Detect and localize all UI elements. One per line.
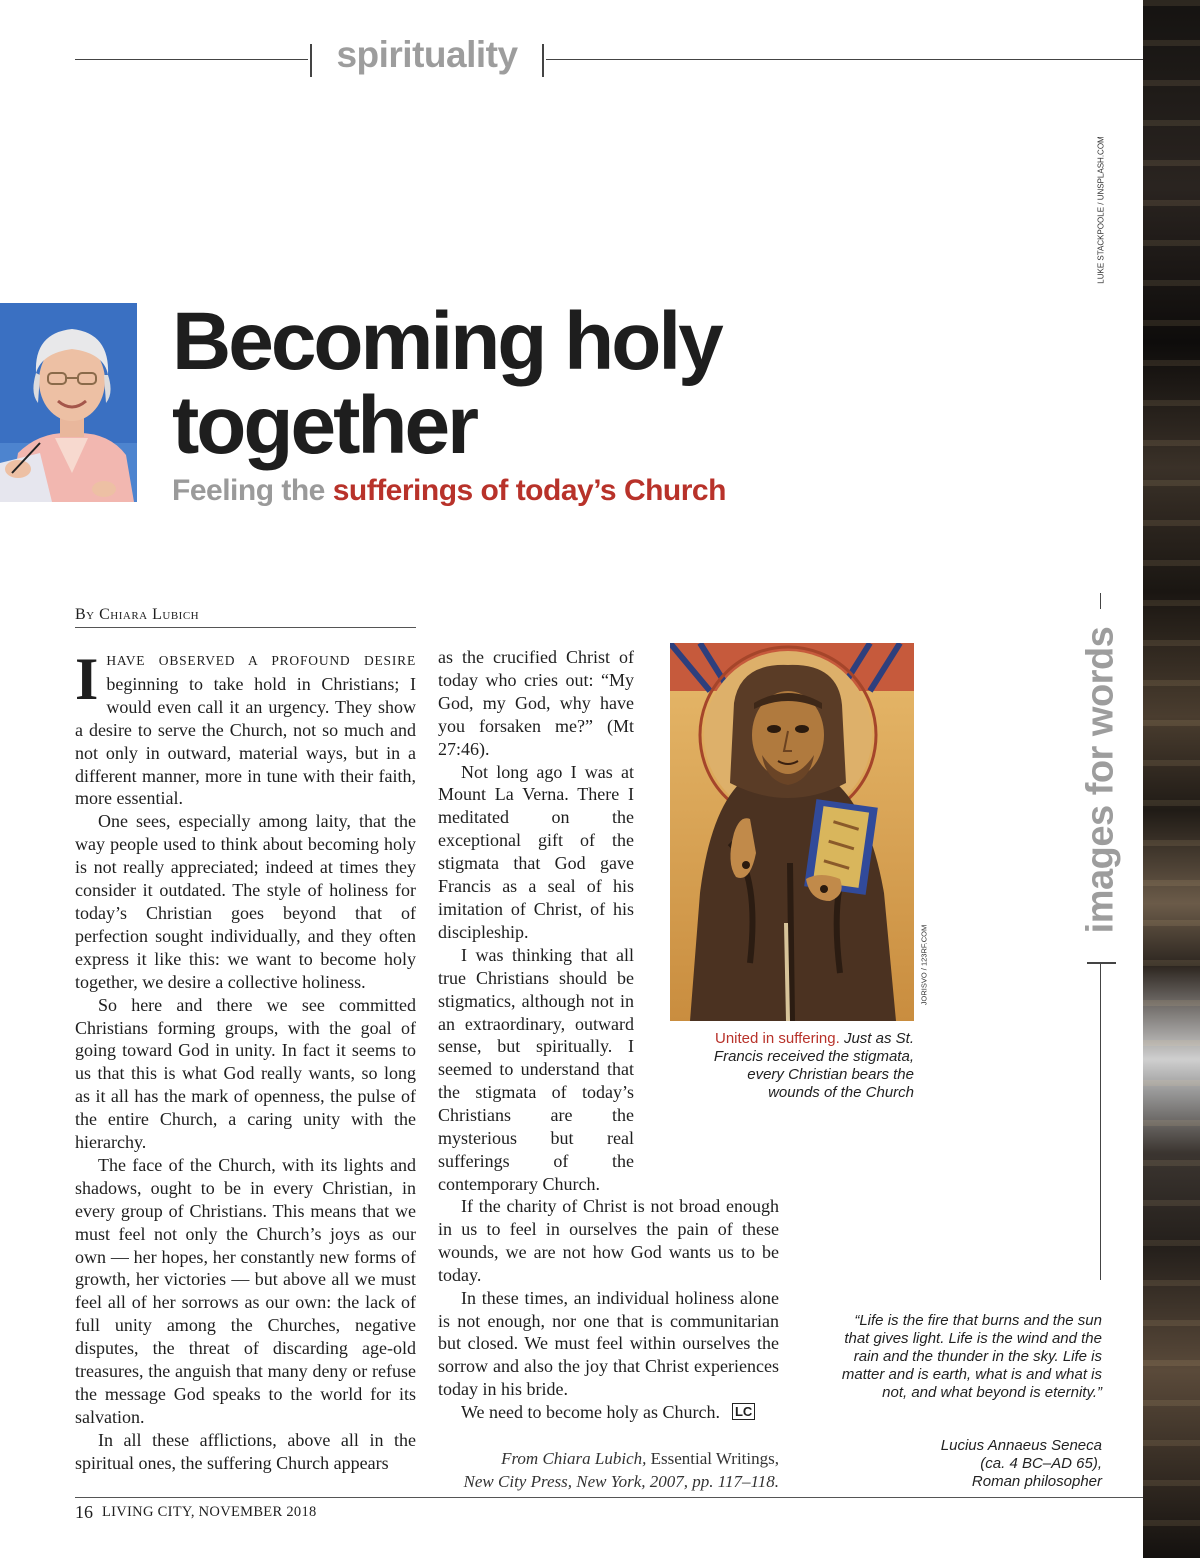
subtitle-highlight: sufferings of today’s Church	[332, 474, 726, 507]
article-headline: Becoming holy together	[172, 296, 721, 471]
footer-rule	[75, 1497, 1143, 1498]
source-title: Essential Writings,	[650, 1449, 779, 1468]
sidebar-label	[1081, 612, 1121, 947]
article-paragraph	[438, 1401, 779, 1424]
caption-text: Just as St. Francis received the stigmata, every Christian bears the wounds of the Church	[713, 1030, 914, 1101]
painting-credit	[918, 910, 930, 1020]
byline	[75, 606, 199, 624]
quote-attribution	[850, 1437, 1102, 1491]
sidebar-rule	[1100, 593, 1101, 609]
article-subtitle	[172, 474, 726, 508]
background-photo-strip	[1143, 0, 1200, 1558]
article-paragraph: In these times, an individual holiness alone is not enough, nor one that is communitarian but closed. We must feel within ourselves the sorrow and also the joy that Christ experiences today in his bride.	[438, 1287, 779, 1400]
article-paragraph: I was thinking that all true Christians should be stigmatics, although not in an extraordinary, outward sense, but spiritually. I seemed to understand that the stigmata of today’s Christians are the mysterious but real sufferings of the contemporary Church.	[438, 944, 634, 1194]
author-portrait-image	[0, 303, 137, 502]
byline-rule	[75, 627, 416, 628]
article-paragraph: The face of the Church, with its lights and shadows, ought to be in every Christian, in every group of Christians. This means that we must feel not only the Church’s joys as our own — her hopes, her constantly new forms of growth, her victories — but above all we must feel all of her sorrows as our own: the lack of full unity among the Churches, negative disputes, the threat of discarding age-old treasures, the anguish that many deny or refuse the message God speaks to the world for its salvation.	[75, 1154, 416, 1427]
painting-image	[670, 643, 914, 1021]
attribution-role: Roman philosopher	[971, 1473, 1102, 1490]
article-column-1	[75, 648, 416, 1475]
attribution-name: Lucius Annaeus Seneca	[940, 1437, 1102, 1454]
article-paragraph: So here and there we see committed Christians forming groups, with the goal of going toward God in unity. In fact it seems to us that this is what God really wants, so long as it all has the mark of openness, the pulse of the entire Church, a caring unity with the hierarchy.	[75, 994, 416, 1153]
paragraph-text: beginning to take hold in Christians; I would even call it an urgency. They show a desire to serve the Church, not so much and not only in outward, material ways, but in a different manner, more in tune with their faith, more essential.	[75, 673, 416, 809]
section-title: spirituality	[336, 34, 518, 75]
drop-cap: I	[75, 646, 99, 712]
photo-credit	[1094, 135, 1108, 285]
byline-text: By Chiara Lubich	[75, 606, 200, 623]
header-divider	[542, 44, 544, 77]
painting-credit-text: JORISVO / 123RF.COM	[919, 924, 929, 1006]
closing-sentence: We need to become holy as Church.	[461, 1402, 720, 1423]
article-paragraph: as the crucified Christ of today who cries out: “My God, my God, why have you forsaken me?” (Mt 27:46).	[438, 647, 634, 759]
sidebar-divider	[1087, 962, 1116, 964]
image-caption	[700, 1030, 914, 1102]
article-paragraph	[75, 648, 416, 810]
source-prefix: From Chiara Lubich,	[501, 1449, 651, 1468]
photo-credit-text: LUKE STACKPOOLE / UNSPLASH.COM	[1096, 136, 1106, 284]
article-paragraph: Not long ago I was at Mount La Verna. There I meditated on the exceptional gift of the stigmata that God gave Francis as a seal of his imitation of Christ, of his discipleship.	[438, 761, 634, 942]
lead-in: HAVE OBSERVED A PROFOUND DESIRE	[106, 653, 416, 668]
header-rule	[75, 59, 308, 60]
source-publisher: New City Press, New York, 2007, pp. 117–118.	[463, 1472, 779, 1491]
st-francis-icon-painting	[670, 643, 914, 1021]
article-column-2	[438, 646, 634, 1196]
subtitle-lead: Feeling the	[172, 474, 333, 507]
article-paragraph: In all these afflictions, above all in the spiritual ones, the suffering Church appears	[75, 1429, 416, 1473]
sidebar-label-text: images for words	[1079, 626, 1122, 933]
author-portrait	[0, 303, 137, 502]
article-column-2-wide	[438, 1195, 779, 1424]
header-divider	[310, 44, 312, 77]
article-paragraph: If the charity of Christ is not broad enough in us to feel in ourselves the pain of these wounds, we are not how God wants us to be today.	[438, 1196, 779, 1285]
sidebar-quote: “Life is the fire that burns and the sun that gives light. Life is the wind and the rain and the thunder in the sky. Life is matter and is earth, what is and what is not, and what beyond is eternity.”	[841, 1312, 1102, 1401]
end-logo-icon: LC	[732, 1403, 755, 1420]
header-rule	[546, 59, 1143, 60]
caption-lead: United in suffering.	[714, 1030, 840, 1047]
page-number: 16	[75, 1502, 93, 1522]
sidebar-rule	[1100, 964, 1101, 1280]
attribution-dates: (ca. 4 BC–AD 65),	[980, 1455, 1102, 1472]
article-paragraph: One sees, especially among laity, that the way people used to think about becoming holy is not really appreciated; indeed at times they consider it outdated. The style of holiness for today’s Christian goes beyond that of perfection sought individually, and they often express it like this: we want to become holy together, we desire a collective holiness.	[75, 811, 416, 992]
publication-info: LIVING CITY, NOVEMBER 2018	[102, 1504, 317, 1520]
source-citation	[438, 1447, 779, 1493]
